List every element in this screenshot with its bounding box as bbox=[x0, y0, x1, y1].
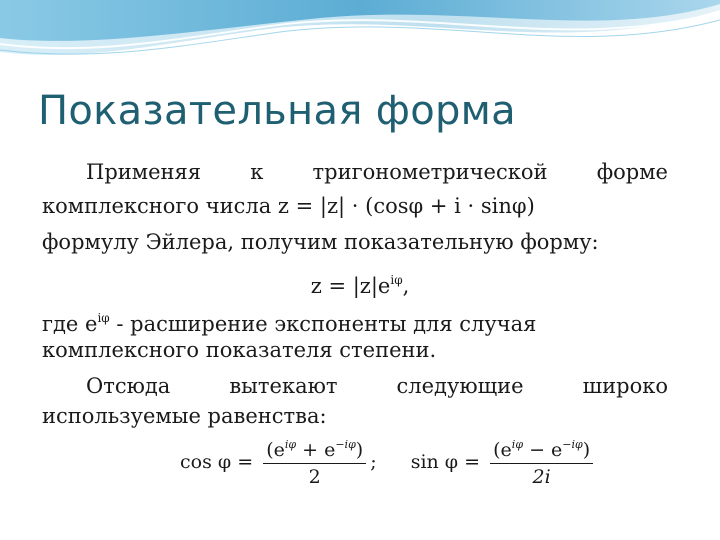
header-wave-decoration bbox=[0, 0, 720, 70]
sin-numerator bbox=[490, 438, 593, 464]
text: - расширение экспоненты для случая bbox=[109, 312, 537, 336]
word: форме bbox=[596, 160, 668, 184]
sin-denominator: 2i bbox=[532, 466, 551, 488]
paragraph-line-8: используемые равенства: bbox=[42, 404, 327, 428]
exponent: iφ bbox=[97, 311, 110, 325]
t: ) bbox=[355, 439, 364, 461]
t: ) bbox=[582, 439, 591, 461]
t: + e bbox=[296, 439, 336, 461]
t: (e bbox=[493, 439, 512, 461]
sin-fraction bbox=[490, 438, 593, 488]
cos-numerator bbox=[263, 438, 366, 464]
slide-title: Показательная форма bbox=[38, 88, 516, 134]
formula-base: z = |z|e bbox=[310, 274, 391, 298]
paragraph-line-7 bbox=[42, 372, 668, 400]
sin-lhs: sin φ = bbox=[410, 451, 481, 473]
formula-comma: , bbox=[402, 274, 410, 298]
word: широко bbox=[582, 374, 668, 398]
exp: iφ bbox=[284, 438, 297, 451]
exp: −iφ bbox=[335, 438, 356, 451]
paragraph-line-3: формулу Эйлера, получим показательную форму: bbox=[42, 230, 599, 254]
paragraph-line-2: комплексного числа z = |z| · (cosφ + i · sinφ) bbox=[42, 194, 535, 218]
cos-denominator: 2 bbox=[308, 466, 321, 488]
trig-exponential-formulas bbox=[180, 438, 597, 488]
paragraph-line-6: комплексного показателя степени. bbox=[42, 338, 437, 362]
cos-lhs: cos φ = bbox=[180, 451, 254, 473]
cos-fraction bbox=[263, 438, 366, 488]
text: где e bbox=[42, 312, 98, 336]
word: Применяя к bbox=[86, 160, 264, 184]
word: Отсюда bbox=[86, 374, 171, 398]
exp: iφ bbox=[511, 438, 524, 451]
word: тригонометрической bbox=[312, 160, 548, 184]
formula-exponent: iφ bbox=[390, 273, 403, 287]
word: вытекают bbox=[229, 374, 338, 398]
t: (e bbox=[266, 439, 285, 461]
euler-formula bbox=[0, 266, 720, 300]
word: следующие bbox=[396, 374, 524, 398]
paragraph-line-1 bbox=[42, 158, 668, 186]
exp: −iφ bbox=[562, 438, 583, 451]
separator: ; bbox=[370, 451, 377, 473]
paragraph-line-5 bbox=[42, 304, 536, 338]
t: − e bbox=[523, 439, 563, 461]
